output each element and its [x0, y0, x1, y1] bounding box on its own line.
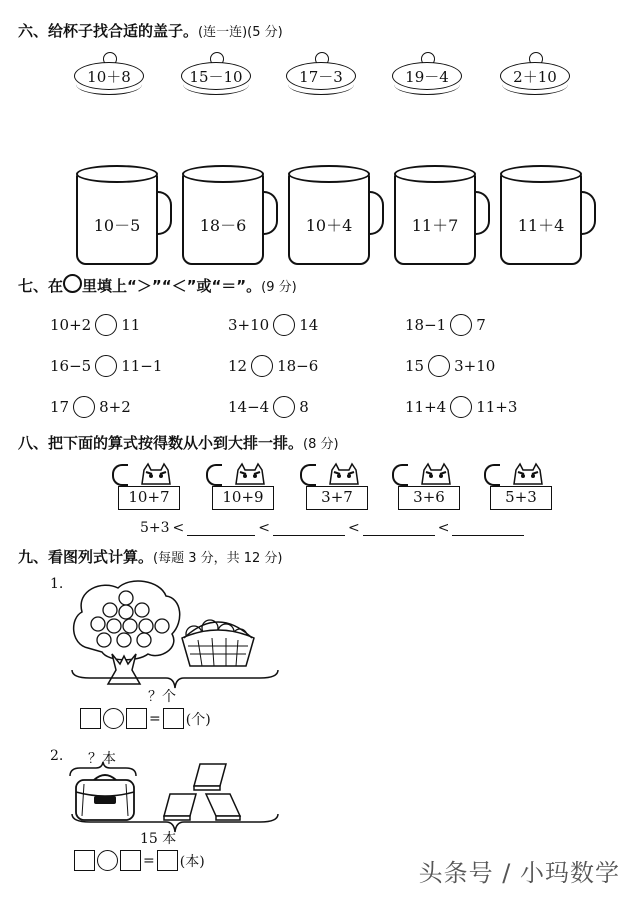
compare-left: 14−4 — [228, 398, 270, 416]
answer-box[interactable] — [157, 850, 178, 871]
watermark: 头条号 / 小玛数学 — [418, 859, 620, 887]
lid-label: 2＋10 — [513, 68, 557, 86]
answer-box[interactable] — [163, 708, 184, 729]
cat-icon — [508, 462, 548, 486]
cat-card-5 — [482, 462, 554, 512]
card-label: 5+3 — [505, 488, 537, 506]
compare-left: 10+2 — [50, 316, 92, 334]
compare-item — [228, 314, 318, 336]
lt-sign: < — [437, 520, 450, 536]
lid-1[interactable] — [74, 52, 146, 96]
lt-sign: < — [258, 520, 271, 536]
answer-circle[interactable] — [273, 314, 295, 336]
compare-right: 11−1 — [121, 357, 163, 375]
card-label: 3+6 — [413, 488, 445, 506]
compare-left: 12 — [228, 357, 248, 375]
cup-5[interactable] — [500, 165, 595, 265]
cup-3[interactable] — [288, 165, 383, 265]
section-9-heading — [18, 546, 283, 567]
order-line — [140, 520, 524, 536]
order-blank-1[interactable] — [187, 521, 255, 536]
operator-circle[interactable] — [103, 708, 124, 729]
cat-icon — [136, 462, 176, 486]
lt-sign: < — [348, 520, 360, 536]
section-7-title-a: 七、在 — [18, 277, 64, 295]
lid-label: 17－3 — [299, 68, 343, 86]
compare-left: 11+4 — [405, 398, 447, 416]
operator-circle[interactable] — [97, 850, 118, 871]
cat-icon — [230, 462, 270, 486]
problem-1-question: ？个 — [148, 689, 176, 705]
answer-circle[interactable] — [73, 396, 95, 418]
cat-icon — [324, 462, 364, 486]
problem-2-unit: (本) — [179, 853, 205, 870]
compare-item — [228, 396, 309, 418]
cat-card-1 — [110, 462, 182, 512]
problem-2-number: 2. — [50, 748, 64, 764]
answer-circle[interactable] — [450, 396, 472, 418]
card-label: 10+7 — [128, 488, 170, 506]
section-8-note: (8 分) — [303, 437, 339, 452]
section-8-title: 八、把下面的算式按得数从小到大排一排。 — [18, 434, 304, 452]
compare-left: 3+10 — [228, 316, 270, 334]
lt-sign: < — [172, 520, 185, 536]
compare-right: 3+10 — [454, 357, 496, 375]
order-blank-2[interactable] — [273, 521, 345, 536]
compare-item — [50, 355, 162, 377]
problem-2-question: ？本 — [88, 751, 116, 767]
compare-right: 8 — [299, 398, 309, 416]
section-9-note: (每题 3 分，共 12 分) — [153, 551, 283, 566]
lid-3[interactable] — [286, 52, 358, 96]
compare-item — [405, 396, 517, 418]
compare-right: 11 — [121, 316, 141, 334]
lid-5[interactable] — [500, 52, 572, 96]
answer-box[interactable] — [126, 708, 147, 729]
cat-card-4 — [390, 462, 462, 512]
lid-label: 10＋8 — [87, 68, 131, 86]
order-start: 5+3 — [140, 520, 170, 536]
compare-right: 7 — [476, 316, 486, 334]
compare-left: 15 — [405, 357, 425, 375]
order-blank-3[interactable] — [363, 521, 435, 536]
section-6-heading — [18, 20, 283, 41]
answer-circle[interactable] — [95, 314, 117, 336]
compare-right: 11+3 — [476, 398, 518, 416]
answer-box[interactable] — [80, 708, 101, 729]
lid-2[interactable] — [181, 52, 253, 96]
section-7-title-b: 里填上“＞”“＜”或“＝”。 — [82, 277, 262, 295]
cup-label: 11＋7 — [411, 216, 459, 235]
answer-circle[interactable] — [273, 396, 295, 418]
compare-right: 18−6 — [277, 357, 319, 375]
compare-right: 8+2 — [99, 398, 131, 416]
compare-left: 18−1 — [405, 316, 447, 334]
answer-circle[interactable] — [95, 355, 117, 377]
section-9-title: 九、看图列式计算。 — [18, 548, 154, 566]
answer-circle[interactable] — [428, 355, 450, 377]
section-7-note: (9 分) — [261, 280, 297, 295]
compare-item — [228, 355, 318, 377]
section-8-heading — [18, 432, 339, 453]
compare-item — [405, 355, 495, 377]
cup-2[interactable] — [182, 165, 277, 265]
apple-basket-icon — [178, 612, 258, 670]
answer-box[interactable] — [74, 850, 95, 871]
cup-label: 10＋4 — [305, 216, 353, 235]
lid-label: 19－4 — [405, 68, 449, 86]
answer-circle[interactable] — [251, 355, 273, 377]
cup-label: 18－6 — [199, 216, 247, 235]
section-6-title: 六、给杯子找合适的盖子。 — [18, 22, 199, 40]
answer-box[interactable] — [120, 850, 141, 871]
problem-1-formula — [80, 708, 211, 729]
answer-circle[interactable] — [450, 314, 472, 336]
equals-sign: = — [149, 710, 161, 727]
problem-1-unit: (个) — [185, 711, 211, 728]
compare-item — [405, 314, 486, 336]
cat-card-2 — [204, 462, 276, 512]
compare-left: 16−5 — [50, 357, 92, 375]
card-label: 3+7 — [321, 488, 353, 506]
section-7-heading — [18, 274, 297, 296]
lid-4[interactable] — [392, 52, 464, 96]
section-6-note: (连一连)(5 分) — [198, 25, 283, 40]
cup-4[interactable] — [394, 165, 489, 265]
circle-icon — [63, 274, 82, 293]
cup-1[interactable] — [76, 165, 171, 265]
compare-left: 17 — [50, 398, 70, 416]
card-label: 10+9 — [222, 488, 264, 506]
cup-label: 10－5 — [93, 216, 141, 235]
equals-sign: = — [143, 852, 155, 869]
problem-2-formula — [74, 850, 205, 871]
cat-icon — [416, 462, 456, 486]
cup-label: 11＋4 — [517, 216, 565, 235]
compare-item — [50, 314, 140, 336]
problem-2-total: 15 本 — [140, 831, 177, 847]
problem-1-number: 1. — [50, 576, 64, 592]
compare-right: 14 — [299, 316, 319, 334]
compare-item — [50, 396, 131, 418]
lid-label: 15－10 — [189, 68, 243, 86]
cat-card-3 — [298, 462, 370, 512]
order-blank-4[interactable] — [452, 521, 524, 536]
